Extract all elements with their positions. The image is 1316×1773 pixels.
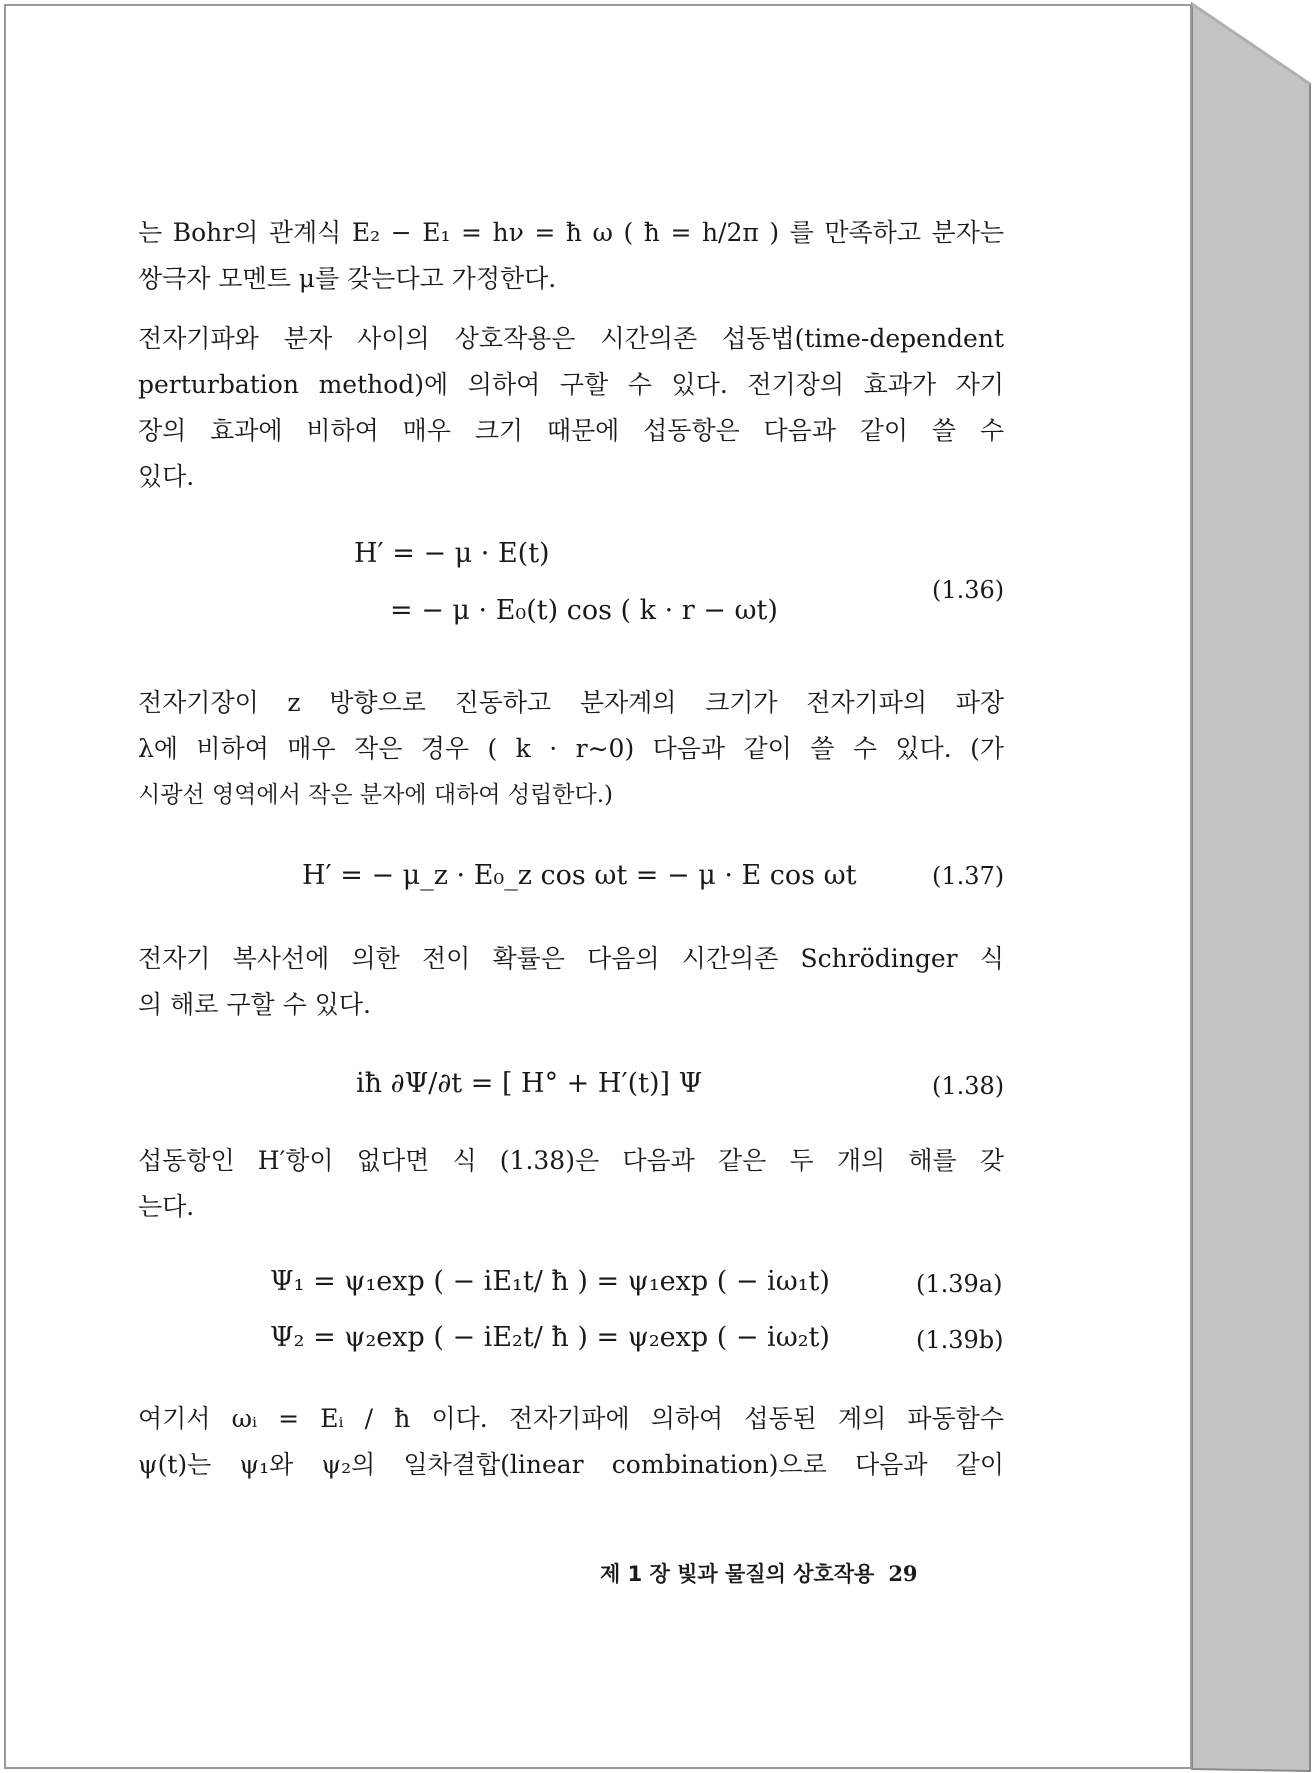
equation-1-37: H′ = − μ_z · E₀_z cos ωt = − μ · E cos ωt: [302, 860, 857, 891]
paragraph-linear-combination: [138, 1396, 1004, 1488]
paragraph-unperturbed-solutions: [138, 1138, 1004, 1230]
text-line: 장의 효과에 비하여 매우 크기 때문에 섭동항은 다음과 같이 쓸 수: [138, 416, 1004, 445]
text-line: λ에 비하여 매우 작은 경우 ( k · r∼0) 다음과 같이 쓸 수 있다. (가: [138, 734, 1004, 763]
text-line: 전자기 복사선에 의한 전이 확률은 다음의 시간의존 Schrödinger 식: [138, 944, 1004, 973]
text-line: 는다.: [138, 1192, 195, 1221]
equation-number: (1.36): [932, 576, 1005, 604]
equation-1-36-line2: = − μ · E₀(t) cos ( k · r − ωt): [390, 595, 778, 626]
text-line: ψ(t)는 ψ₁와 ψ₂의 일차결합(linear combination)으로 다음과 같이: [138, 1450, 1004, 1479]
page-number: 29: [888, 1561, 918, 1586]
text-line: 전자기장이 z 방향으로 진동하고 분자계의 크기가 전자기파의 파장: [138, 688, 1004, 717]
equation-1-39a: Ψ₁ = ψ₁exp ( − iE₁t/ ħ ) = ψ₁exp ( − iω₁t): [270, 1266, 830, 1297]
text-line: 여기서 ωᵢ = Eᵢ / ħ 이다. 전자기파에 의하여 섭동된 계의 파동함수: [138, 1404, 1004, 1433]
paragraph-perturbation: [138, 316, 1004, 500]
text-line: 있다.: [138, 462, 195, 491]
text-line: 는 Bohr의 관계식 E₂ − E₁ = hν = ħ ω ( ħ = h/2π ) 를 만족하고 분자는: [138, 218, 1004, 247]
equation-number: (1.38): [932, 1072, 1005, 1100]
text-line: 쌍극자 모멘트 μ를 갖는다고 가정한다.: [138, 264, 557, 293]
text-line: 전자기파와 분자 사이의 상호작용은 시간의존 섭동법(time-dependent: [138, 324, 1004, 353]
equation-1-38: iħ ∂Ψ/∂t = [ H° + H′(t)] Ψ: [356, 1068, 703, 1099]
text-line: perturbation method)에 의하여 구할 수 있다. 전기장의 효과가 자기: [138, 370, 1004, 399]
text-line: 시광선 영역에서 작은 분자에 대하여 성립한다.): [138, 782, 613, 808]
equation-1-39b: Ψ₂ = ψ₂exp ( − iE₂t/ ħ ) = ψ₂exp ( − iω₂t): [270, 1322, 830, 1353]
text-line: 섭동항인 H′항이 없다면 식 (1.38)은 다음과 같은 두 개의 해를 갖: [138, 1146, 1004, 1175]
text-line: 의 해로 구할 수 있다.: [138, 990, 371, 1019]
equation-number: (1.39b): [916, 1326, 1004, 1354]
equation-number: (1.39a): [916, 1270, 1003, 1298]
page-footer: [600, 1558, 918, 1588]
paragraph-field-direction: [138, 680, 1004, 818]
equation-1-36-line1: H′ = − μ · E(t): [354, 538, 550, 569]
chapter-title: 제 1 장 빛과 물질의 상호작용: [600, 1562, 875, 1586]
equation-number: (1.37): [932, 862, 1005, 890]
intro-paragraph: [138, 210, 1004, 302]
paragraph-transition-probability: [138, 936, 1004, 1028]
